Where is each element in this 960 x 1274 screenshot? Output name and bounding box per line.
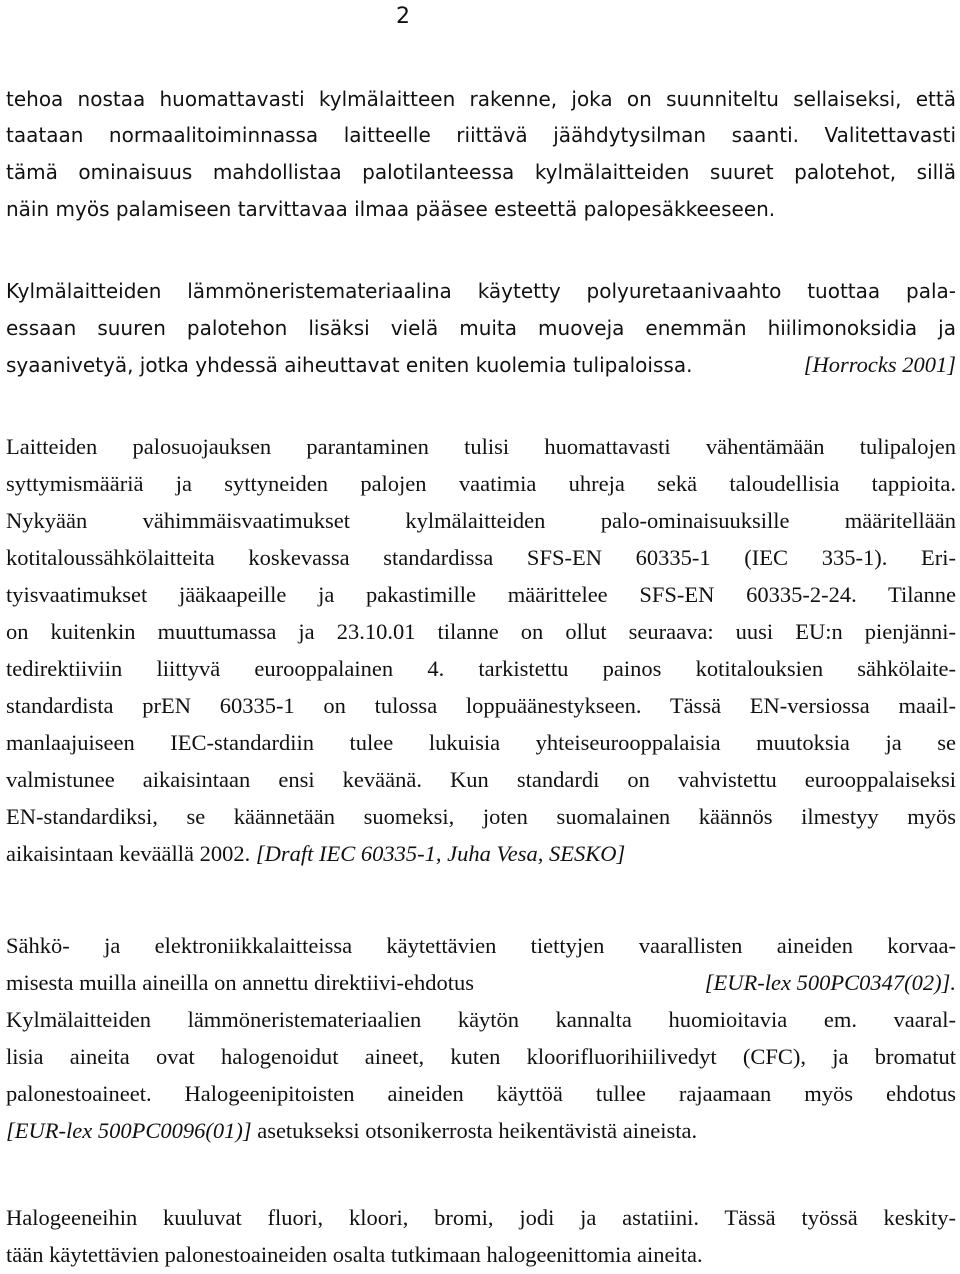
paragraph-4-text: asetukseksi otsonikerrosta heikentävistä aineista. [257, 1118, 698, 1143]
paragraph-4-line [6, 1116, 956, 1146]
paragraph-3-line: standardista prEN 60335-1 on tulossa loppuäänestykseen. Tässä EN-versiossa maail- [6, 693, 956, 718]
paragraph-3-line: Nykyään vähimmäisvaatimukset kylmälaitteiden palo-ominaisuuksille määritellään [6, 508, 956, 533]
citation-eur-lex-0347: [EUR-lex 500PC0347(02)]. [704, 970, 956, 995]
paragraph-3-line: tedirektiiviin liittyvä eurooppalainen 4. tarkistettu painos kotitalouksien sähkölaite- [6, 656, 956, 681]
paragraph-5-line: Halogeeneihin kuuluvat fluori, kloori, bromi, jodi ja astatiini. Tässä työssä keskity- [6, 1205, 956, 1230]
page-number: 2 [396, 4, 410, 29]
paragraph-4-line: Kylmälaitteiden lämmöneristemateriaalien käytön kannalta huomioitavia em. vaaral- [6, 1007, 956, 1032]
paragraph-3-line: manlaajuiseen IEC-standardiin tulee lukuisia yhteiseurooppalaisia muutoksia ja se [6, 730, 956, 755]
paragraph-2-line: Kylmälaitteiden lämmöneristemateriaalina käytetty polyuretaanivaahto tuottaa pala- [6, 279, 956, 303]
paragraph-2-line [6, 350, 956, 380]
paragraph-3-line: EN-standardiksi, se käännetään suomeksi, joten suomalainen käännös ilmestyy myös [6, 804, 956, 829]
paragraph-1-line: näin myös palamiseen tarvittavaa ilmaa pääsee esteettä palopesäkkeeseen. [6, 197, 776, 221]
paragraph-3-line: kotitaloussähkölaitteita koskevassa standardissa SFS-EN 60335-1 (IEC 335-1). Eri- [6, 545, 956, 570]
paragraph-1-line: tämä ominaisuus mahdollistaa palotilanteessa kylmälaitteiden suuret palotehot, sillä [6, 160, 956, 184]
citation-draft-iec: [Draft IEC 60335-1, Juha Vesa, SESKO] [255, 841, 626, 866]
paragraph-3-line: Laitteiden palosuojauksen parantaminen tulisi huomattavasti vähentämään tulipalojen [6, 434, 956, 459]
paragraph-1-line: tehoa nostaa huomattavasti kylmälaitteen rakenne, joka on suunniteltu sellaiseksi, että [6, 87, 956, 111]
paragraph-4-line [6, 968, 956, 998]
paragraph-3-line: syttymismääriä ja syttyneiden palojen vaatimia uhreja sekä taloudellisia tappioita. [6, 471, 956, 496]
paragraph-3-line [6, 839, 956, 869]
paragraph-4-text: misesta muilla aineilla on annettu direktiivi-ehdotus [6, 970, 475, 995]
citation-eur-lex-0096: [EUR-lex 500PC0096(01)] [6, 1118, 252, 1143]
paragraph-4-line: palonestoaineet. Halogeenipitoisten aineiden käyttöä tullee rajaamaan myös ehdotus [6, 1081, 956, 1106]
paragraph-1-line: taataan normaalitoiminnassa laitteelle riittävä jäähdytysilman saanti. Valitettavasti [6, 123, 956, 147]
citation-horrocks: [Horrocks 2001] [803, 352, 956, 377]
paragraph-3-line: on kuitenkin muuttumassa ja 23.10.01 tilanne on ollut seuraava: uusi EU:n pienjänni- [6, 619, 956, 644]
paragraph-2-line: essaan suuren palotehon lisäksi vielä muita muoveja enemmän hiilimonoksidia ja [6, 316, 956, 340]
paragraph-4-line: Sähkö- ja elektroniikkalaitteissa käytettävien tiettyjen vaarallisten aineiden korvaa- [6, 933, 956, 958]
paragraph-4-line: lisia aineita ovat halogenoidut aineet, kuten kloorifluorihiilivedyt (CFC), ja bromatut [6, 1044, 956, 1069]
paragraph-3-line: valmistunee aikaisintaan ensi keväänä. Kun standardi on vahvistettu eurooppalaiseksi [6, 767, 956, 792]
paragraph-3-line: tyisvaatimukset jääkaapeille ja pakastimille määrittelee SFS-EN 60335-2-24. Tilanne [6, 582, 956, 607]
paragraph-3-text: aikaisintaan keväällä 2002. [6, 841, 251, 866]
paragraph-2-text: syaanivetyä, jotka yhdessä aiheuttavat eniten kuolemia tulipaloissa. [6, 353, 693, 377]
paragraph-5-line: tään käytettävien palonestoaineiden osalta tutkimaan halogeenittomia aineita. [6, 1242, 703, 1267]
